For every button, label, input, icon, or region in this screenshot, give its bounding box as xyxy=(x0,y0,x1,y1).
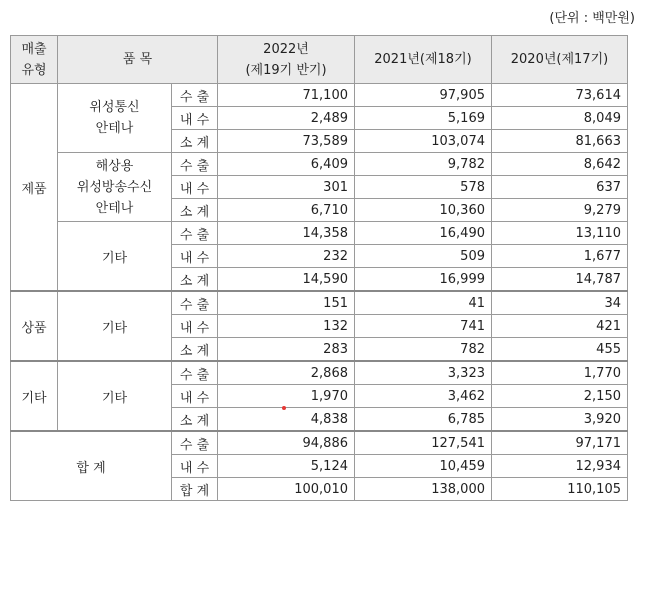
value-2021: 9,782 xyxy=(355,153,492,176)
value-2020: 97,171 xyxy=(492,431,628,455)
header-sales-type: 매출 유형 xyxy=(11,36,58,84)
table-row xyxy=(11,361,628,385)
value-2021: 16,490 xyxy=(355,222,492,245)
table-row xyxy=(11,153,628,176)
table-row xyxy=(11,291,628,315)
item-cell: 위성통신 안테나 xyxy=(58,84,172,153)
value-2020: 110,105 xyxy=(492,478,628,501)
sub-cell: 합 계 xyxy=(172,478,218,501)
value-2021: 3,462 xyxy=(355,385,492,408)
sub-cell: 수 출 xyxy=(172,84,218,107)
table-row xyxy=(11,84,628,107)
header-item: 품 목 xyxy=(58,36,218,84)
sub-cell: 수 출 xyxy=(172,431,218,455)
value-2022: 4,838 xyxy=(218,408,355,432)
value-2022: 71,100 xyxy=(218,84,355,107)
value-2021: 41 xyxy=(355,291,492,315)
value-2022: 6,409 xyxy=(218,153,355,176)
sub-cell: 수 출 xyxy=(172,153,218,176)
value-2021: 97,905 xyxy=(355,84,492,107)
value-2020: 8,049 xyxy=(492,107,628,130)
value-2020: 1,677 xyxy=(492,245,628,268)
value-2020: 34 xyxy=(492,291,628,315)
type-cell: 제품 xyxy=(11,84,58,292)
value-2020: 14,787 xyxy=(492,268,628,292)
sub-cell: 소 계 xyxy=(172,408,218,432)
value-2022: 94,886 xyxy=(218,431,355,455)
value-2022: 14,590 xyxy=(218,268,355,292)
value-2020: 81,663 xyxy=(492,130,628,153)
value-2021: 3,323 xyxy=(355,361,492,385)
value-2022: 2,868 xyxy=(218,361,355,385)
sub-cell: 수 출 xyxy=(172,291,218,315)
value-2020: 13,110 xyxy=(492,222,628,245)
sub-cell: 소 계 xyxy=(172,130,218,153)
header-2020: 2020년(제17기) xyxy=(492,36,628,84)
value-2022: 5,124 xyxy=(218,455,355,478)
value-2020: 1,770 xyxy=(492,361,628,385)
red-dot-marker xyxy=(282,406,286,410)
value-2022: 2,489 xyxy=(218,107,355,130)
sub-cell: 내 수 xyxy=(172,245,218,268)
item-cell: 기타 xyxy=(58,361,172,431)
value-2022: 100,010 xyxy=(218,478,355,501)
total-cell: 합 계 xyxy=(11,431,172,501)
type-cell: 상품 xyxy=(11,291,58,361)
sub-cell: 내 수 xyxy=(172,315,218,338)
value-2021: 509 xyxy=(355,245,492,268)
value-2020: 9,279 xyxy=(492,199,628,222)
item-cell: 기타 xyxy=(58,291,172,361)
sub-cell: 소 계 xyxy=(172,268,218,292)
item-cell: 해상용 위성방송수신 안테나 xyxy=(58,153,172,222)
table-row xyxy=(11,431,628,455)
sub-cell: 내 수 xyxy=(172,385,218,408)
value-2022: 6,710 xyxy=(218,199,355,222)
value-2021: 127,541 xyxy=(355,431,492,455)
value-2020: 12,934 xyxy=(492,455,628,478)
header-2021: 2021년(제18기) xyxy=(355,36,492,84)
sub-cell: 수 출 xyxy=(172,222,218,245)
value-2022: 1,970 xyxy=(218,385,355,408)
value-2020: 73,614 xyxy=(492,84,628,107)
header-row xyxy=(11,36,628,84)
value-2020: 421 xyxy=(492,315,628,338)
value-2021: 6,785 xyxy=(355,408,492,432)
unit-label: (단위 : 백만원) xyxy=(549,11,635,26)
value-2020: 8,642 xyxy=(492,153,628,176)
value-2021: 782 xyxy=(355,338,492,362)
sub-cell: 내 수 xyxy=(172,176,218,199)
value-2020: 2,150 xyxy=(492,385,628,408)
value-2021: 16,999 xyxy=(355,268,492,292)
value-2021: 10,360 xyxy=(355,199,492,222)
value-2021: 10,459 xyxy=(355,455,492,478)
sales-table xyxy=(10,35,628,501)
table-row xyxy=(11,222,628,245)
value-2022: 232 xyxy=(218,245,355,268)
header-2022: 2022년 (제19기 반기) xyxy=(218,36,355,84)
sub-cell: 소 계 xyxy=(172,338,218,362)
value-2022: 283 xyxy=(218,338,355,362)
value-2021: 578 xyxy=(355,176,492,199)
value-2022: 14,358 xyxy=(218,222,355,245)
sub-cell: 내 수 xyxy=(172,107,218,130)
value-2022: 132 xyxy=(218,315,355,338)
item-cell: 기타 xyxy=(58,222,172,292)
sub-cell: 내 수 xyxy=(172,455,218,478)
value-2022: 151 xyxy=(218,291,355,315)
value-2021: 103,074 xyxy=(355,130,492,153)
value-2021: 138,000 xyxy=(355,478,492,501)
value-2020: 637 xyxy=(492,176,628,199)
value-2022: 301 xyxy=(218,176,355,199)
type-cell: 기타 xyxy=(11,361,58,431)
value-2020: 3,920 xyxy=(492,408,628,432)
sub-cell: 소 계 xyxy=(172,199,218,222)
value-2022: 73,589 xyxy=(218,130,355,153)
value-2020: 455 xyxy=(492,338,628,362)
sub-cell: 수 출 xyxy=(172,361,218,385)
value-2021: 5,169 xyxy=(355,107,492,130)
value-2021: 741 xyxy=(355,315,492,338)
